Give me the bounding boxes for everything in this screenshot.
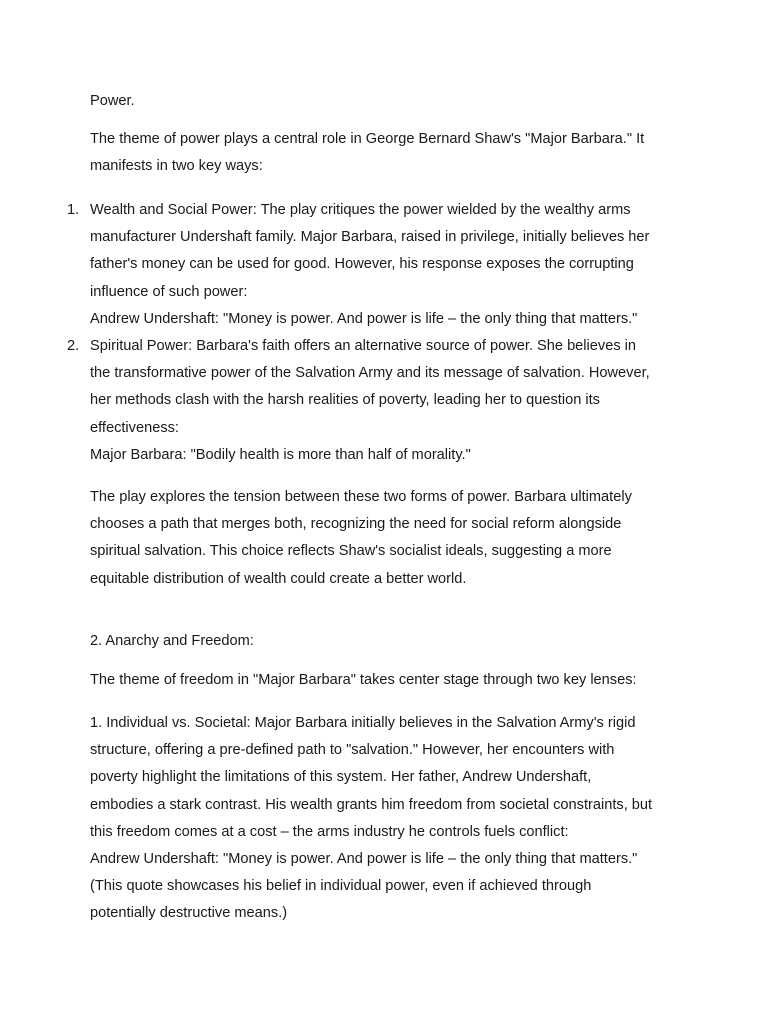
section2-intro xyxy=(90,667,690,694)
list-item-line: Spiritual Power: Barbara's faith offers an alternative source of power. She believes in xyxy=(90,338,637,354)
list-item-line: influence of such power: xyxy=(90,283,248,300)
power-heading xyxy=(90,88,690,115)
section2-body-line: embodies a stark contrast. His wealth grants him freedom from societal constraints, but xyxy=(90,796,653,813)
list-item-line: father's money can be used for good. However, his response exposes the corrupting xyxy=(90,256,634,273)
intro-line: manifests in two key ways: xyxy=(90,158,263,175)
section2-body xyxy=(90,710,690,928)
list-item-line: Wealth and Social Power: The play critiques the power wielded by the wealthy arms xyxy=(90,202,631,218)
list-item-line: her methods clash with the harsh realities of poverty, leading her to question its xyxy=(90,392,600,409)
section2-body-line: potentially destructive means.) xyxy=(90,905,288,922)
section2-heading xyxy=(90,628,690,655)
section2-body-line: this freedom comes at a cost – the arms industry he controls fuels conflict: xyxy=(90,823,569,840)
conclusion-line: equitable distribution of wealth could create a better world. xyxy=(90,570,467,587)
list-item-quote: Major Barbara: "Bodily health is more than half of morality." xyxy=(90,446,471,463)
section2-body-line: (This quote showcases his belief in individual power, even if achieved through xyxy=(90,878,592,895)
list-number: 2. xyxy=(67,338,80,354)
section2-body-line: 1. Individual vs. Societal: Major Barbara initially believes in the Salvation Army's rigid xyxy=(90,715,636,731)
section2-body-line: poverty highlight the limitations of this system. Her father, Andrew Undershaft, xyxy=(90,769,592,786)
intro-line: The theme of power plays a central role in George Bernard Shaw's "Major Barbara." It xyxy=(90,131,645,147)
list-item-line: effectiveness: xyxy=(90,419,179,436)
heading-text: Power. xyxy=(90,93,135,109)
list-item-line: manufacturer Undershaft family. Major Barbara, raised in privilege, initially believes her xyxy=(90,229,650,246)
list-item xyxy=(90,197,690,333)
list-number: 1. xyxy=(67,202,80,218)
list-item-quote: Andrew Undershaft: "Money is power. And power is life – the only thing that matters." xyxy=(90,310,638,327)
section2-body-quote: Andrew Undershaft: "Money is power. And power is life – the only thing that matters." xyxy=(90,851,638,868)
conclusion-paragraph xyxy=(90,484,690,593)
conclusion-line: spiritual salvation. This choice reflects Shaw's socialist ideals, suggesting a more xyxy=(90,543,612,560)
conclusion-line: chooses a path that merges both, recognizing the need for social reform alongside xyxy=(90,516,622,533)
section2-intro-line: The theme of freedom in "Major Barbara" takes center stage through two key lenses: xyxy=(90,672,637,688)
conclusion-line: The play explores the tension between these two forms of power. Barbara ultimately xyxy=(90,489,632,505)
section2-heading-text: 2. Anarchy and Freedom: xyxy=(90,633,254,649)
list-item-line: the transformative power of the Salvation Army and its message of salvation. However, xyxy=(90,365,650,382)
list-item xyxy=(90,333,690,469)
intro-paragraph xyxy=(90,126,690,180)
section2-body-line: structure, offering a pre-defined path to "salvation." However, her encounters with xyxy=(90,742,615,759)
